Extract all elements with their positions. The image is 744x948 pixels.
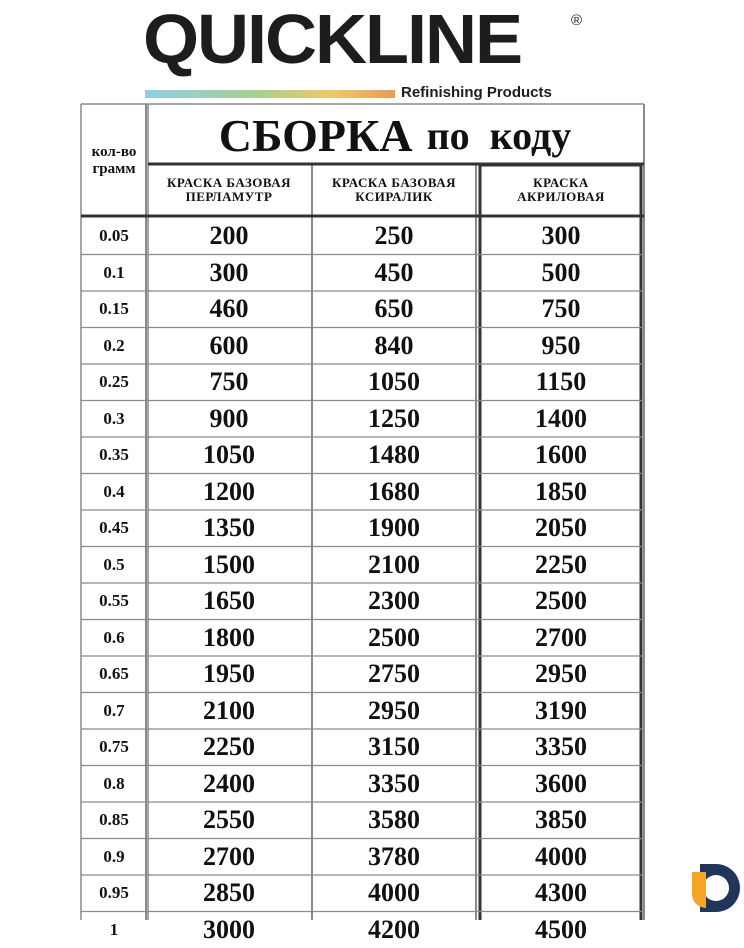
row-acrylic-value: 2950	[482, 656, 640, 693]
row-xirallic-value: 840	[314, 328, 474, 365]
row-xirallic-value: 2750	[314, 656, 474, 693]
row-xirallic-value: 3580	[314, 802, 474, 839]
row-pearl-value: 460	[148, 291, 310, 328]
row-pearl-value: 2100	[148, 693, 310, 730]
row-xirallic-value: 2300	[314, 583, 474, 620]
row-acrylic-value: 750	[482, 291, 640, 328]
column-header-line-2: ПЕРЛАМУТР	[186, 190, 273, 204]
row-qty-cell: 0.05	[82, 218, 146, 255]
column-header-line-2: АКРИЛОВАЯ	[517, 190, 605, 204]
row-acrylic-value: 1850	[482, 474, 640, 511]
row-qty-cell: 0.25	[82, 364, 146, 401]
title-rest: по коду	[427, 112, 572, 159]
row-acrylic-value: 3350	[482, 729, 640, 766]
row-qty-cell: 0.5	[82, 547, 146, 584]
row-acrylic-value: 4300	[482, 875, 640, 912]
row-pearl-value: 1050	[148, 437, 310, 474]
row-acrylic-value: 2250	[482, 547, 640, 584]
row-qty-cell: 0.1	[82, 255, 146, 292]
row-qty-cell: 1	[82, 912, 146, 948]
row-acrylic-value: 1600	[482, 437, 640, 474]
qty-header	[82, 106, 146, 216]
row-qty-cell: 0.65	[82, 656, 146, 693]
row-qty-cell: 0.35	[82, 437, 146, 474]
row-pearl-value: 300	[148, 255, 310, 292]
row-pearl-value: 2850	[148, 875, 310, 912]
row-xirallic-value: 3150	[314, 729, 474, 766]
row-qty-cell: 0.9	[82, 839, 146, 876]
column-header-pearl	[148, 166, 310, 214]
row-xirallic-value: 1480	[314, 437, 474, 474]
row-qty-cell: 0.15	[82, 291, 146, 328]
row-pearl-value: 1500	[148, 547, 310, 584]
row-qty-cell: 0.45	[82, 510, 146, 547]
row-acrylic-value: 4500	[482, 912, 640, 948]
column-header-line-1: КРАСКА БАЗОВАЯ	[167, 176, 291, 190]
row-acrylic-value: 2050	[482, 510, 640, 547]
row-pearl-value: 750	[148, 364, 310, 401]
row-xirallic-value: 2100	[314, 547, 474, 584]
row-xirallic-value: 4200	[314, 912, 474, 948]
row-xirallic-value: 1900	[314, 510, 474, 547]
row-xirallic-value: 2500	[314, 620, 474, 657]
row-pearl-value: 2400	[148, 766, 310, 803]
row-pearl-value: 1350	[148, 510, 310, 547]
row-pearl-value: 1950	[148, 656, 310, 693]
logo-tagline: Refinishing Products	[401, 84, 552, 101]
row-pearl-value: 1800	[148, 620, 310, 657]
row-qty-cell: 0.55	[82, 583, 146, 620]
row-qty-cell: 0.85	[82, 802, 146, 839]
row-acrylic-value: 1150	[482, 364, 640, 401]
row-qty-cell: 0.7	[82, 693, 146, 730]
column-header-acrylic	[482, 166, 640, 214]
row-xirallic-value: 1050	[314, 364, 474, 401]
logo-brand-text: QUICKLINE	[143, 4, 521, 74]
row-pearl-value: 2700	[148, 839, 310, 876]
row-pearl-value: 3000	[148, 912, 310, 948]
row-qty-cell: 0.3	[82, 401, 146, 438]
row-acrylic-value: 2500	[482, 583, 640, 620]
row-acrylic-value: 2700	[482, 620, 640, 657]
row-qty-cell: 0.4	[82, 474, 146, 511]
row-xirallic-value: 1680	[314, 474, 474, 511]
row-xirallic-value: 2950	[314, 693, 474, 730]
qty-header-line-2: грамм	[92, 161, 135, 178]
column-header-line-2: КСИРАЛИК	[355, 190, 433, 204]
row-pearl-value: 2250	[148, 729, 310, 766]
registered-mark: ®	[571, 12, 582, 29]
row-qty-cell: 0.95	[82, 875, 146, 912]
row-qty-cell: 0.8	[82, 766, 146, 803]
row-qty-cell: 0.75	[82, 729, 146, 766]
row-xirallic-value: 1250	[314, 401, 474, 438]
title-main: СБОРКА	[219, 109, 413, 162]
row-pearl-value: 1650	[148, 583, 310, 620]
qty-header-line-1: кол-во	[92, 144, 137, 161]
row-acrylic-value: 500	[482, 255, 640, 292]
row-pearl-value: 900	[148, 401, 310, 438]
row-acrylic-value: 300	[482, 218, 640, 255]
row-xirallic-value: 3780	[314, 839, 474, 876]
row-acrylic-value: 4000	[482, 839, 640, 876]
row-xirallic-value: 3350	[314, 766, 474, 803]
row-xirallic-value: 4000	[314, 875, 474, 912]
row-xirallic-value: 250	[314, 218, 474, 255]
row-acrylic-value: 3850	[482, 802, 640, 839]
row-acrylic-value: 3600	[482, 766, 640, 803]
row-pearl-value: 600	[148, 328, 310, 365]
row-qty-cell: 0.6	[82, 620, 146, 657]
row-xirallic-value: 450	[314, 255, 474, 292]
column-header-xirallic	[314, 166, 474, 214]
table-title	[148, 106, 642, 164]
row-acrylic-value: 3190	[482, 693, 640, 730]
row-pearl-value: 1200	[148, 474, 310, 511]
row-acrylic-value: 950	[482, 328, 640, 365]
row-acrylic-value: 1400	[482, 401, 640, 438]
row-xirallic-value: 650	[314, 291, 474, 328]
column-header-line-1: КРАСКА	[533, 176, 589, 190]
column-header-line-1: КРАСКА БАЗОВАЯ	[332, 176, 456, 190]
row-pearl-value: 200	[148, 218, 310, 255]
row-pearl-value: 2550	[148, 802, 310, 839]
row-qty-cell: 0.2	[82, 328, 146, 365]
brand-badge-icon	[690, 862, 740, 916]
